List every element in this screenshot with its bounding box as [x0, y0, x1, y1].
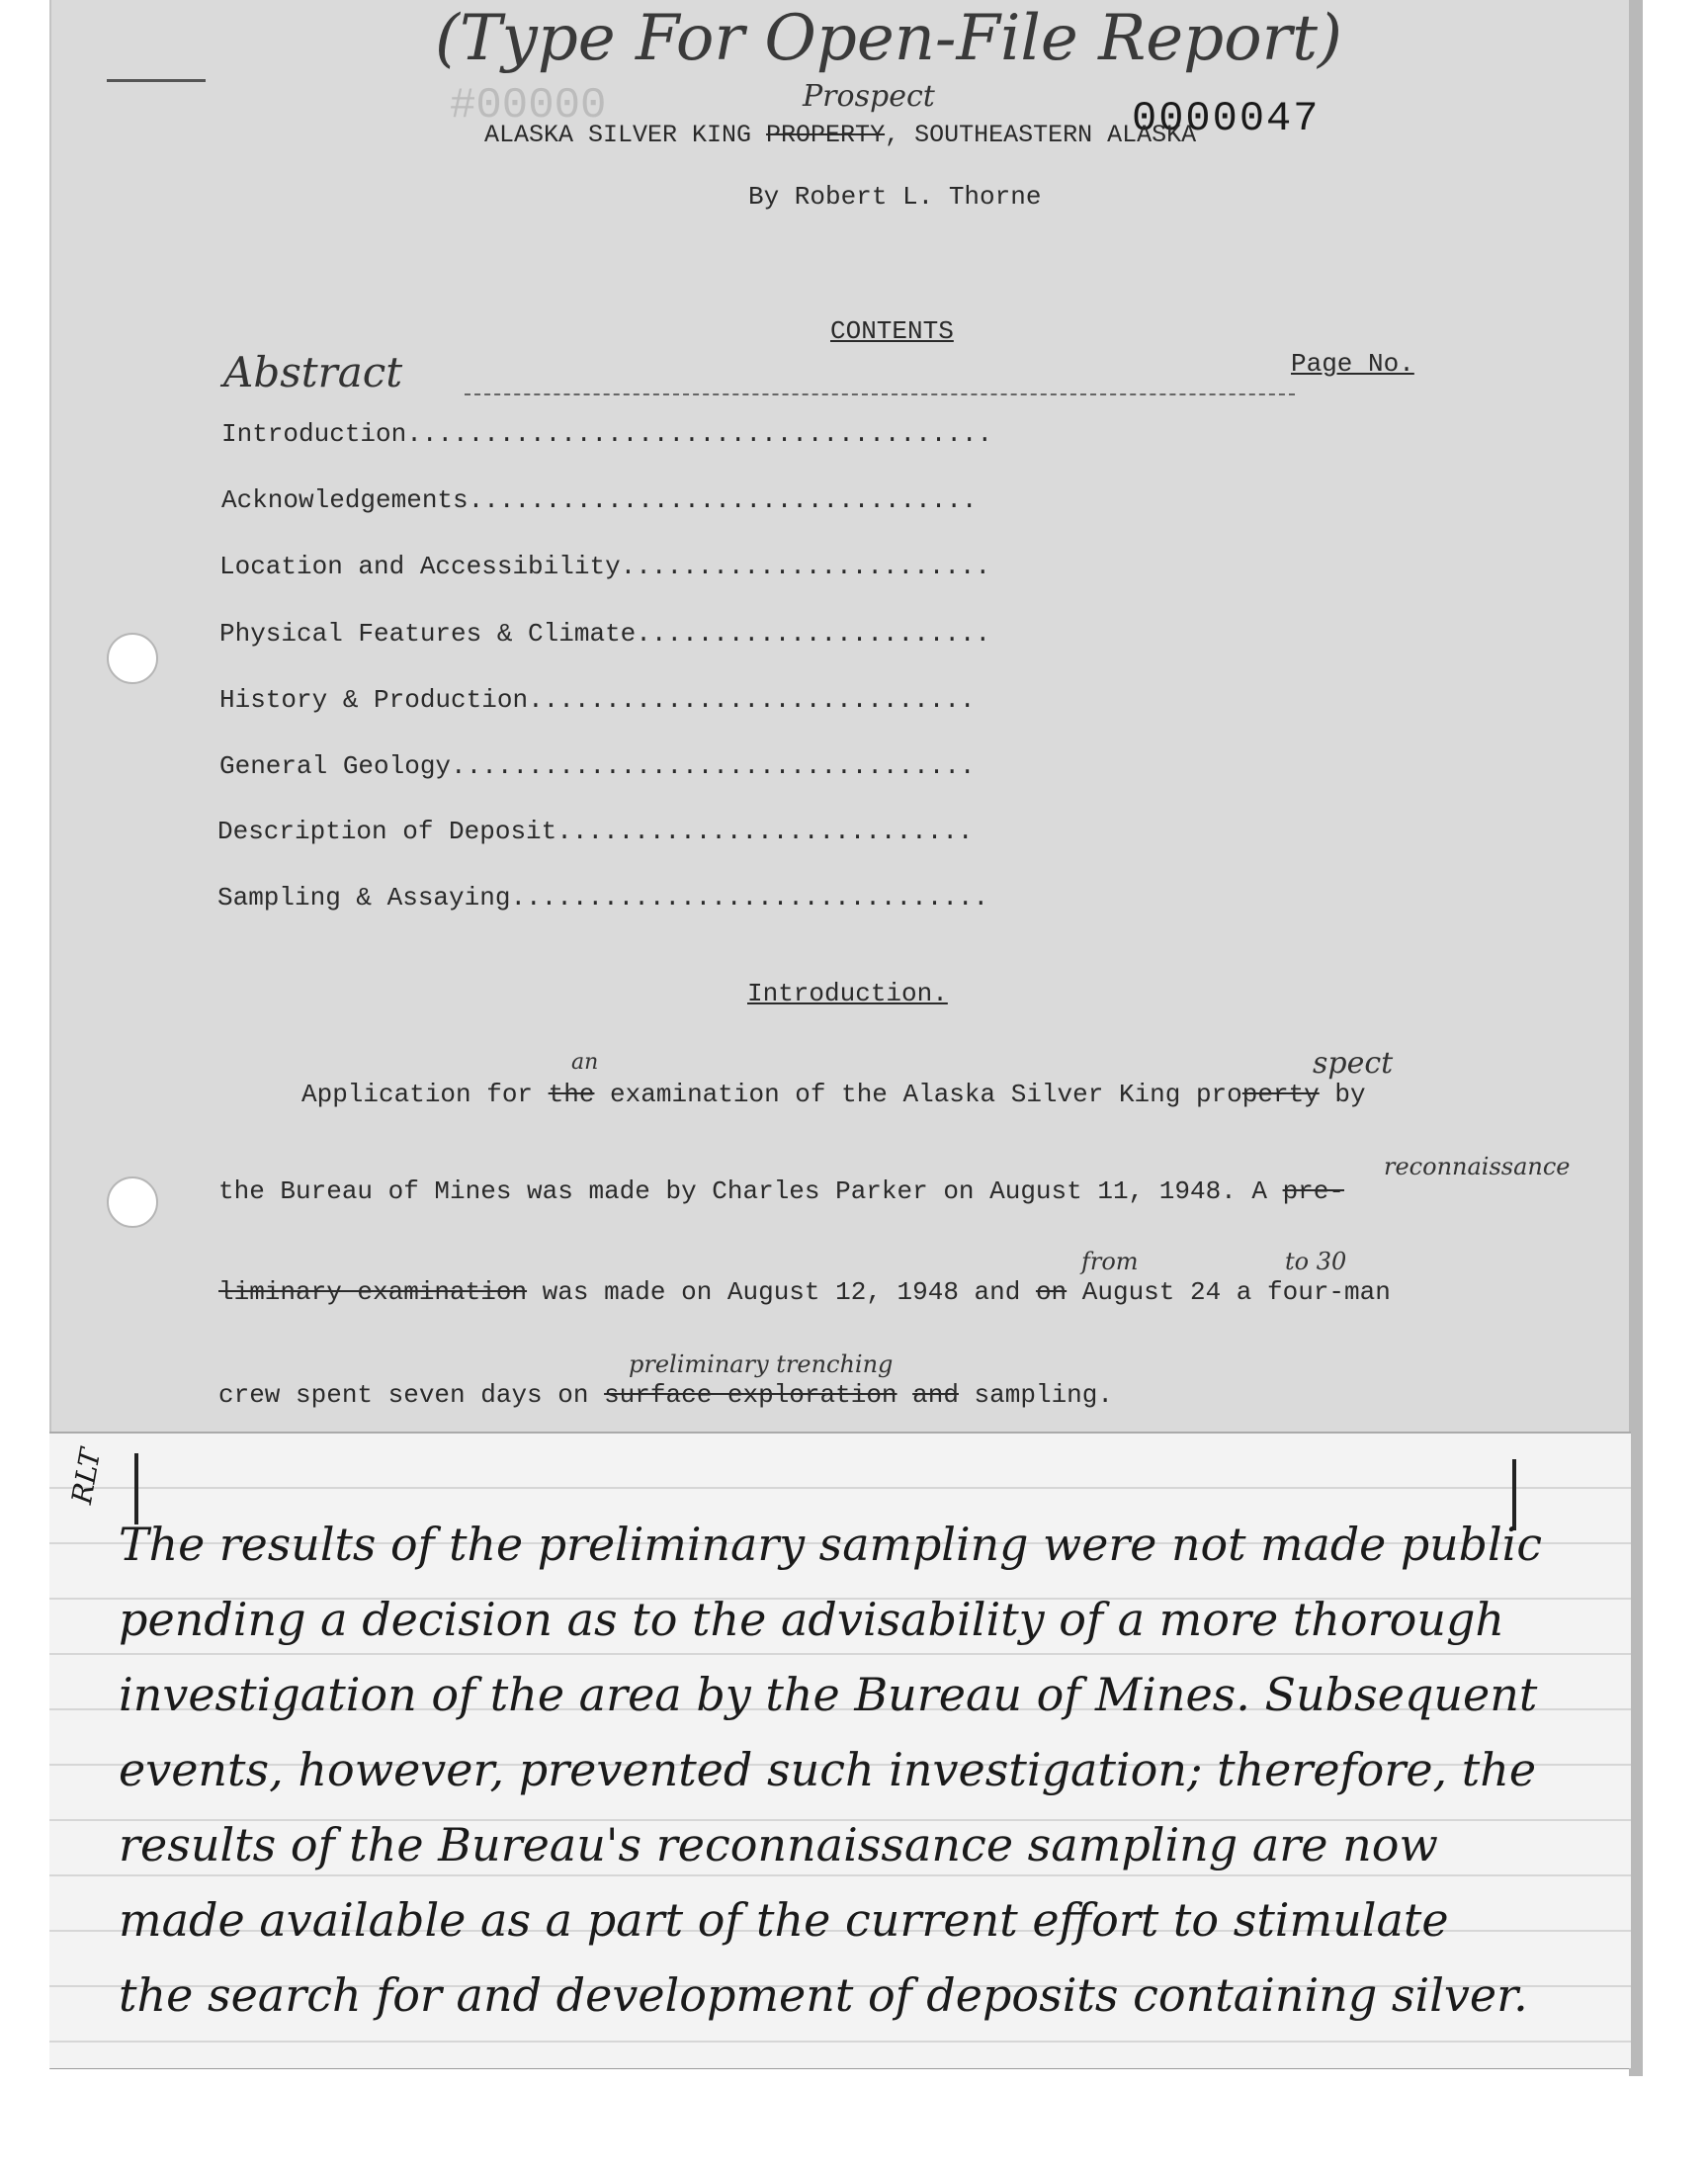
ghost-number: #00000 — [450, 81, 607, 130]
toc-label: History & Production — [219, 685, 529, 715]
text — [897, 1380, 913, 1410]
note-line-1: The results of the preliminary sampling were not made public — [119, 1518, 1542, 1571]
struck-text: surface exploration — [604, 1380, 897, 1410]
struck-text: pre- — [1282, 1176, 1344, 1206]
punch-hole-lower — [107, 1176, 158, 1228]
toc-item-general-geology — [219, 751, 976, 781]
intro-line-2 — [218, 1176, 1344, 1206]
intro-line-1 — [301, 1080, 1366, 1109]
toc-label: Description of Deposit — [217, 817, 557, 846]
text: a four-man — [1221, 1277, 1391, 1307]
introduction-heading: Introduction. — [747, 979, 948, 1008]
toc-label: Location and Accessibility — [219, 552, 621, 581]
page-edge-shadow — [1629, 0, 1643, 2076]
toc-leader: ............................... — [510, 883, 989, 913]
toc-item-introduction — [221, 419, 992, 449]
insertion-reconnaissance: reconnaissance — [1384, 1153, 1571, 1180]
toc-item-sampling — [217, 883, 988, 913]
toc-item-location — [219, 552, 990, 581]
title-insertion: Prospect — [803, 79, 935, 114]
toc-leader: ........................... — [556, 817, 974, 846]
intro-line-3 — [218, 1277, 1391, 1307]
toc-label: Sampling & Assaying — [217, 883, 511, 913]
struck-text: on — [1035, 1277, 1068, 1307]
title-suffix: , SOUTHEASTERN ALASKA — [885, 121, 1197, 149]
note-line-4: events, however, prevented such investigation; therefore, the — [119, 1743, 1537, 1796]
text: examination of the Alaska Silver King pro — [594, 1080, 1242, 1109]
margin-initials: RLT — [65, 1445, 108, 1507]
note-line-3: investigation of the area by the Bureau of Mines. Subsequent — [119, 1668, 1538, 1721]
struck-text: perty — [1241, 1080, 1320, 1109]
toc-item-physical-features — [219, 619, 990, 649]
toc-leader: ................................. — [468, 485, 978, 515]
intro-line-4 — [218, 1380, 1113, 1410]
margin-mark — [107, 79, 206, 82]
contents-heading: CONTENTS — [830, 316, 954, 346]
toc-item-acknowledgements — [221, 485, 978, 515]
toc-leader: .................................. — [451, 751, 976, 781]
staple-left — [134, 1453, 138, 1524]
text: sampling. — [958, 1380, 1113, 1410]
struck-text: the — [548, 1080, 595, 1109]
struck-text: and — [912, 1380, 959, 1410]
toc-leader: ........................ — [620, 552, 991, 581]
insertion-to-30: to 30 — [1285, 1248, 1347, 1275]
toc-item-history — [219, 685, 976, 715]
file-number: 0000047 — [1132, 95, 1321, 142]
note-line-5: results of the Bureau's reconnaissance sampling are now — [119, 1818, 1438, 1871]
page-no-label: Page No. — [1291, 349, 1414, 379]
title-struck-word: PROPERTY — [766, 121, 886, 149]
note-line-6: made available as a part of the current effort to stimulate — [119, 1893, 1449, 1947]
struck-text: liminary examination — [218, 1277, 528, 1307]
handwritten-header: (Type For Open-File Report) — [435, 2, 1342, 75]
abstract-handwritten-leader — [465, 393, 1295, 395]
toc-item-description — [217, 817, 974, 846]
text: the Bureau of Mines was made by Charles Parker on August 11, 1948. A — [218, 1176, 1283, 1206]
toc-leader: ...................................... — [406, 419, 993, 449]
toc-label: Physical Features & Climate — [219, 619, 637, 649]
insertion-from: from — [1081, 1248, 1139, 1275]
toc-leader: ............................. — [528, 685, 976, 715]
toc-label: Acknowledgements — [221, 485, 469, 515]
insertion-preliminary-trenching: preliminary trenching — [629, 1350, 894, 1378]
insertion-spect: spect — [1313, 1046, 1394, 1081]
title-prefix: ALASKA SILVER KING — [484, 121, 767, 149]
report-title — [484, 121, 1196, 149]
text: by — [1319, 1080, 1366, 1109]
text: was made on August 12, 1948 and — [527, 1277, 1036, 1307]
note-line-7: the search for and development of deposits containing silver. — [119, 1968, 1528, 2022]
text: crew spent seven days on — [218, 1380, 605, 1410]
note-line-2: pending a decision as to the advisability of a more thorough — [119, 1593, 1505, 1646]
toc-label: Introduction — [221, 419, 407, 449]
text: August 24 — [1067, 1277, 1222, 1307]
text: Application for — [301, 1080, 549, 1109]
insertion-an: an — [571, 1050, 599, 1075]
byline: By Robert L. Thorne — [748, 182, 1042, 212]
toc-leader: ....................... — [636, 619, 991, 649]
abstract-handwritten: Abstract — [223, 348, 403, 396]
punch-hole-upper — [107, 633, 158, 684]
toc-label: General Geology — [219, 751, 452, 781]
